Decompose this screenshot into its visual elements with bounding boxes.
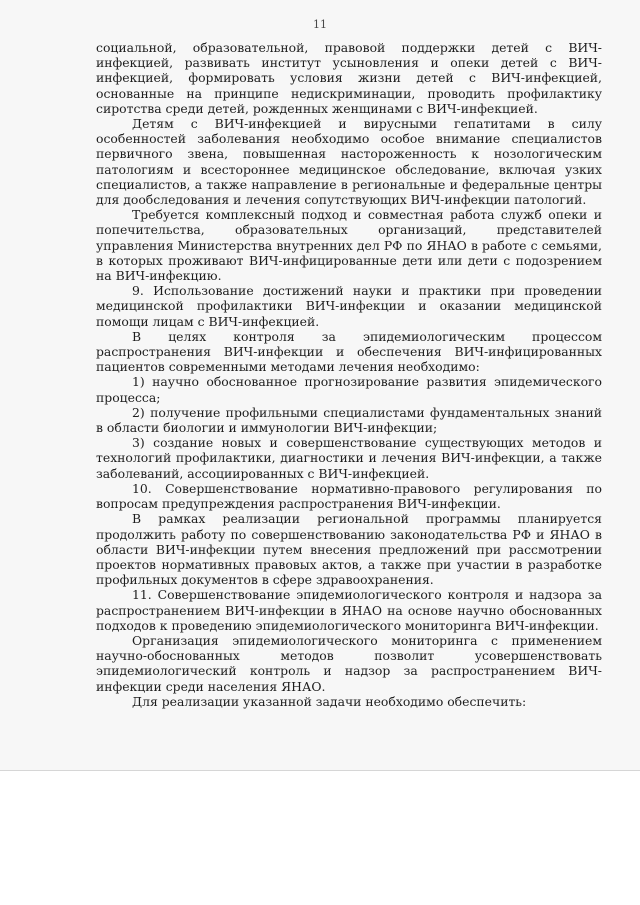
section-10-heading: 10. Совершенствование нормативно-правового регулирования по вопросам предупреждения распространения ВИЧ-инфекции.	[96, 480, 602, 512]
paragraph-3: Требуется комплексный подход и совместная работа служб опеки и попечительства, образовательных организаций, представителей управления Министерства внутренних дел РФ по ЯНАО в работе с семьями, в которых проживают ВИЧ-инфицированные дети или дети с подозрением на ВИЧ-инфекцию.	[96, 207, 602, 284]
list-item-2: 2) получение профильными специалистами фундаментальных знаний в области биологии и иммунологии ВИЧ-инфекции;	[96, 404, 602, 436]
page-number: 11	[313, 18, 327, 31]
paragraph-12: Организация эпидемиологического мониторинга с применением научно-обоснованных методов позволит усовершенствовать эпидемиологический контроль и надзор за распространением ВИЧ-инфекции среди населения ЯНАО.	[96, 632, 602, 694]
paragraph-2: Детям с ВИЧ-инфекцией и вирусными гепатитами в силу особенностей заболевания необходимо особое внимание специалистов первичного звена, повышенная настороженность к нозологическим патологиям и всестороннее медицинское обследование, включая узких специалистов, а также направление в региональные и федеральные центры для дообследования и лечения сопутствующих ВИЧ-инфекции патологий.	[96, 116, 602, 208]
paragraph-13: Для реализации указанной задачи необходимо обеспечить:	[132, 693, 527, 709]
section-11-heading: 11. Совершенствование эпидемиологического контроля и надзора за распространением ВИЧ-инфекции в ЯНАО на основе научно обоснованных подходов к проведению эпидемиологического мониторинга ВИЧ-инфекции.	[96, 587, 602, 633]
blank-margin	[0, 771, 640, 905]
section-9-heading: 9. Использование достижений науки и практики при проведении медицинской профилактики ВИЧ-инфекции и оказании медицинской помощи лицам с ВИЧ-инфекцией.	[96, 283, 602, 329]
paragraph-1: социальной, образовательной, правовой поддержки детей с ВИЧ-инфекцией, развивать институт усыновления и опеки детей с ВИЧ-инфекцией, формировать условия жизни детей с ВИЧ-инфекцией, основанные на принципе недискриминации, проводить профилактику сиротства среди детей, рожденных женщинами с ВИЧ-инфекцией.	[96, 40, 602, 116]
list-item-3: 3) создание новых и совершенствование существующих методов и технологий профилактики, диагностики и лечения ВИЧ-инфекции, а также заболеваний, ассоциированных с ВИЧ-инфекцией.	[96, 435, 602, 481]
paragraph-10: В рамках реализации региональной программы планируется продолжить работу по совершенствованию законодательства РФ и ЯНАО в области ВИЧ-инфекции путем внесения предложений при рассмотрении проектов нормативных правовых актов, а также при участии в разработке профильных документов в сфере здравоохранения.	[96, 511, 602, 588]
paragraph-5: В целях контроля за эпидемиологическим процессом распространения ВИЧ-инфекции и обеспечения ВИЧ-инфицированных пациентов современными методами лечения необходимо:	[96, 328, 602, 375]
page-body	[96, 40, 602, 709]
list-item-1: 1) научно обоснованное прогнозирование развития эпидемического процесса;	[96, 374, 602, 405]
